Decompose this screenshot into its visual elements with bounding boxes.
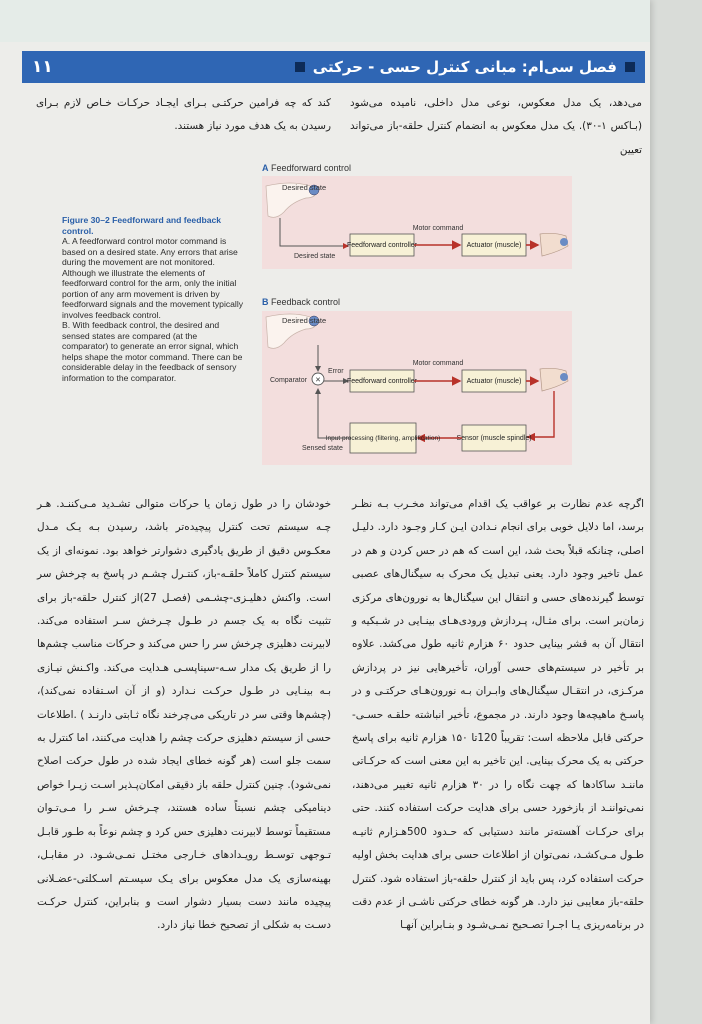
panel-b-heading bbox=[262, 297, 340, 307]
svg-text:Desired state bbox=[282, 183, 326, 192]
desired-state-text: Desired state bbox=[282, 316, 327, 325]
paragraph: اگرچه عدم نظارت بر عواقب یک اقدام می‌تواند مخـرب بـه نظـر برسد، اما دلایل خوبی برای انجام نـدادن ایـن کـار وجـود دارد. دلیـل اصلی، چنانکه قبلاً بحث شد، این است که هم در حس کردن و هم در عمل تاخیر وجود دارد. یعنی تبدیل یک محرک به سیگنال‌های عصبی توسط گیرنده‌های حسی و انتقال این سیگنال‌ها به نورون‌های مرکزی زمان‌بر است. برای مثـال، پـردازش ورودی‌هـای بینـایی در شـبکیه و انتقال آن به قشر بینایی حدود ۶۰ هزارم ثانیه طول می‌کشد. علاوه بر تأخیر در سیستم‌های حسی آوران، تأخیرهایی نیز در پردازش مرکـزی، در انتقـال سیگنال‌های وابـران بـه نورون‌هـای حرکتـی و در پاسـخ ماهیچه‌ها وجود دارند. در مجموع، تأخیر انباشته حلقـه حسـی-حرکتی قابل ملاحظه است: تقریباً 120تا ۱۵۰ هزارم ثانیه برای پاسخ حرکتی به یک محرک بینایی. این تاخیر به این معنی است که حرکـاتی ماننـد ساکادها که چهت نگاه را در ۳۰ هزارم ثانیه تغییر می‌دهند، نمی‌تواننـد از بازخورد حسی برای هدایت حرکت استفاده کنند. حتی برای حرکـات آهسته‌تر مانند دستیابی که حـدود 500هـزارم ثانیـه طـول مـی‌کشـد، نمی‌توان از اطلاعات حسی برای هدایت بخش اولیه حرکت استفاده کرد، پس باید از کنترل حلقه-باز استفاده شود. کنترل حلقه-باز معایبی نیز دارد. هر گونه خطای حرکتی ناشـی از عدم دقت در برنامه‌ریزی یـا اجـرا تصـحیح نمـی‌شـود و بنـابراین آنهـا bbox=[352, 498, 645, 932]
hand-target-icon bbox=[560, 373, 568, 381]
svg-text:Desired state bbox=[282, 316, 326, 325]
motor-command-label: Motor command bbox=[412, 225, 464, 232]
text-column-top-left bbox=[36, 92, 331, 139]
text-column-bottom-left bbox=[37, 493, 331, 938]
feedforward-diagram bbox=[262, 176, 572, 269]
panel-a-title: Feedforward control bbox=[271, 163, 352, 173]
feedback-diagram bbox=[262, 311, 572, 465]
arm-to-sensor-line bbox=[528, 391, 554, 437]
desired-state-caption: Desired state bbox=[294, 253, 336, 260]
paragraph: می‌دهد، یک مدل معکوس، نوعی مدل داخلی، نامیده می‌شود (بـاکس ۱-۳۰). یک مدل معکوس به انضمام کنترل حلقه-باز می‌تواند تعیین bbox=[350, 97, 642, 156]
caption-a: A. A feedforward control motor command is based on a desired state. Any errors that arise during the movement are not monitored. Although we illustrate the elements of feedforward control for the arm, only the initial portion of any arm movement is driven by feedforward signals and the movement typically involves feedback control. bbox=[62, 236, 244, 320]
header-square-icon bbox=[625, 62, 635, 72]
comparator-label: Comparator bbox=[270, 377, 307, 384]
desired-to-controller-line bbox=[280, 218, 346, 246]
error-label: Error bbox=[328, 368, 344, 375]
page-number: ۱۱ bbox=[32, 57, 53, 77]
text-column-bottom-right bbox=[352, 493, 644, 938]
sensor-label: Sensor (muscle spindle) bbox=[456, 435, 532, 442]
feedforward-svg bbox=[262, 176, 572, 269]
desired-state-text: Desired state bbox=[282, 183, 327, 192]
chapter-header-bar bbox=[22, 51, 645, 83]
hand-target-icon bbox=[560, 238, 568, 246]
panel-a-heading bbox=[262, 163, 351, 173]
figure-caption bbox=[62, 215, 244, 383]
actuator-label: Actuator (muscle) bbox=[466, 242, 522, 249]
chapter-title: فصل سی‌ام: مبانی کنترل حسی - حرکتی bbox=[312, 58, 617, 76]
caption-b: B. With feedback control, the desired and sensed states are compared (at the comparator) to generate an error signal, which helps shape the motor command. There can be considerable delay in the feedback of sensory information to the comparator. bbox=[62, 320, 243, 383]
page-top-band bbox=[0, 0, 650, 42]
header-square-icon bbox=[295, 62, 305, 72]
caption-title: Figure 30–2 Feedforward and feedback control. bbox=[62, 215, 222, 236]
panel-a-letter: A bbox=[262, 163, 269, 173]
svg-text:Desired state bbox=[294, 253, 335, 260]
feedforward-controller-label: Feedforward controller bbox=[346, 242, 418, 249]
feedforward-controller-label: Feedforward controller bbox=[346, 378, 418, 385]
panel-b-letter: B bbox=[262, 297, 269, 307]
feedback-svg bbox=[262, 311, 572, 465]
paragraph: خودشان را در طول زمان یا حرکات متوالی تشـدید مـی‌کننـد. هـر چـه سیستم تحت کنترل پیچیده‌تر باشد، رسیدن بـه یـک مـدل معکـوس دقیق از طریق یادگیری دشوارتر خواهد بود. نمونه‌ای از یک سیستم کنترل کاملاً حلقـه-باز، کنتـرل چشـم در پاسخ به چرخش سر است. واکنش دهلیـزی-چشـمی (فصـل 27)از کنترل حلقه-باز برای تثبیت نگاه به یک جسم در طـول چـرخش سـر استفاده می‌کند. لابیرنت دهلیزی چرخش سر را حس می‌کند و حرکات مناسب چشم‌ها را از طریق یک مدار سـه-سیناپسـی هـدایت می‌کند. واکـنش نیـازی بـه بینـایی در طـول حرکـت نـدارد (و از آن اسـتفاده نمی‌کند)، (چشم‌ها وقتی سر در تاریکی می‌چرخند نگاه ثـابتی دارنـد ) .اطلاعات حسی از سیستم دهلیزی حرکت چشم را هدایت می‌کنند، اما کنترل به سمت جلو است (هر گونه خطای ایجاد شده در طول حرکت اصلاح نمی‌شود). چنین کنترل حلقه باز دقیقی امکان‌پـذیر اسـت زیـرا خواص دینامیکی چشم نسبتاً ساده هستند، چـرخش سـر را مـی‌تـوان مستقیماً توسط لابیرنت دهلیزی حس کرد و چشم نوعاً به طـور قابـل تـوجهی توسـط رویـدادهای خـارجی مختـل نمـی‌شـود. در مقابـل، بهینه‌سازی یک مدل معکوس برای یـک سیسـتم اسـکلتی-عضـلانی پیچیده مانند دست بسیار دشوار است و بنابراین، کنترل حرکـت دسـت به شکلی از تصحیح خطا نیاز دارد. bbox=[37, 498, 331, 932]
sensed-state-label: Sensed state bbox=[302, 445, 343, 452]
actuator-label: Actuator (muscle) bbox=[466, 378, 522, 385]
text-column-top-right bbox=[350, 92, 642, 162]
sensed-state-line bbox=[318, 389, 350, 438]
paragraph: کند که چه فرامین حرکتـی بـرای ایجـاد حرکـات خـاص لازم بـرای رسیدن به یک هدف مورد نیاز هستند. bbox=[36, 97, 331, 133]
input-processing-label: Input processing (filtering, amplification) bbox=[325, 435, 441, 442]
panel-b-title: Feedback control bbox=[271, 297, 341, 307]
motor-command-label: Motor command bbox=[412, 360, 464, 367]
svg-text:×: × bbox=[315, 374, 321, 385]
